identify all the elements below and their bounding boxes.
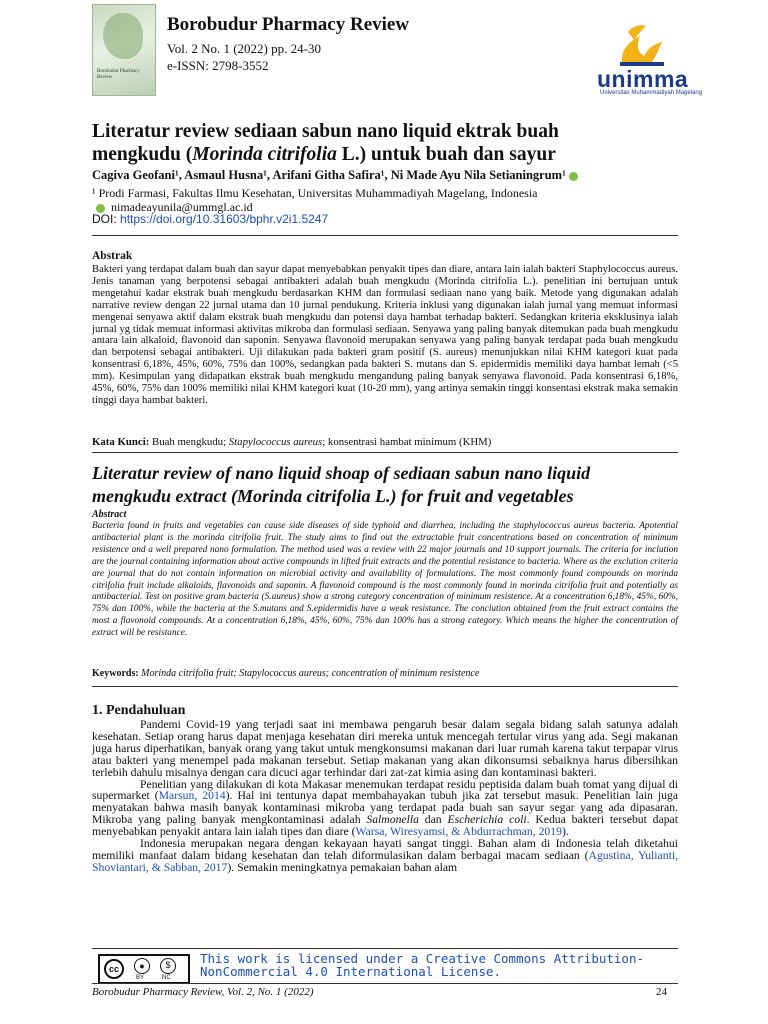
english-title-line1: Literatur review of nano liquid shoap of sediaan sabun nano liquid: [92, 463, 591, 483]
cover-leaf-graphic: [103, 13, 143, 59]
nc-icon: $: [160, 958, 176, 974]
citation-link[interactable]: Agustina, Yulianti, Shoviantari, & Sabban, 2017: [92, 848, 678, 874]
abstract-heading: Abstrak: [92, 250, 133, 262]
journal-issn: e-ISSN: 2798-3552: [167, 58, 269, 73]
keywords-en: [92, 668, 479, 679]
divider: [92, 452, 678, 453]
text-run: ). Hal ini tentunya dapat membahayakan tubuh jika zat tersebut masuk. Penelitian lain juga menyatakan bahwa masih banyak kontaminasi mikroba yang terdapat pada buah san sayur segar yang ada dipasaran. Mikroba yang paling banyak mengkontaminasi adalah: [92, 789, 679, 827]
divider: [92, 948, 678, 949]
title-part: mengkudu (: [92, 144, 193, 165]
keywords-label: Kata Kunci:: [92, 436, 150, 448]
keywords-label: Keywords:: [92, 668, 139, 679]
by-icon: ●: [134, 958, 150, 974]
paragraph: [92, 838, 678, 874]
text-run: ). Semakin meningkatnya pemakaian bahan alam: [227, 860, 458, 874]
university-name: Universitas Muhammadiyah Magelang: [600, 90, 703, 96]
article-title-line2: [92, 143, 692, 166]
english-title-line2: mengkudu extract (Morinda citrifolia L.) for fruit and vegetables: [92, 486, 574, 506]
orcid-icon[interactable]: [569, 172, 578, 181]
author-email[interactable]: nimadeayunila@ummgl.ac.id: [111, 200, 253, 214]
page-number: 24: [656, 986, 667, 998]
journal-title: Borobudur Pharmacy Review: [167, 14, 410, 35]
section-heading: 1. Pendahuluan: [92, 703, 186, 718]
english-abstract-text: Bacteria found in fruits and vegetables can cause side diseases of side typhoid and diarrhea, including the staphylococcus aureus bacteria. Apotential antibacterial plant is the morinda citrifolia fruit. The study aims to find out the extractable fruit concentrations based on concentration of minimum resistence and a well prepared nano formulation. The method used was a review with 22 major journals and 10 support journals. The criteria for inclution are the journal containing information about active compounds in lifted fruit extracts and the potential resistance to bacteria. Where as the exclution criteria are journal that do not contain information on microbial activity and availability of formulations. The most commonly found compounds on morinda citrifolia fruit include alkaloids, flavonoids and saponin. A flavonoid compound is the most commonly found in morinda citrifolia fruit and potentially as antibacterial. Test on positive gram bacteria (S.aureus) show a strong category concentration of minimum resistence. At a concentration 6,18%, 45%, 60%, 75% dan 100%, while the bacteria at the S.mutans and S.epidermidis have a weak resistance. The conclution obtained from the fruit extract contains the most a flavonoid compounds. At a concentration 6,18%, 45%, 60%, 75% dan 100% has a strong category. Which means the higher the concentration of extract will be resistance.: [92, 521, 678, 639]
english-abstract-heading: Abstract: [92, 509, 127, 520]
journal-reference: Borobudur Pharmacy Review, Vol. 2, No. 1 (2022): [92, 986, 314, 998]
cover-title: Borobudur Pharmacy Review: [97, 69, 140, 80]
keywords-id: [92, 436, 491, 448]
divider: [92, 983, 678, 984]
cc-icon: cc: [104, 959, 124, 979]
title-part: L.) untuk buah dan sayur: [336, 144, 556, 165]
doi-link[interactable]: https://doi.org/10.31603/bphr.v2i1.5247: [120, 212, 329, 226]
keywords-part: ; konsentrasi hambat minimum (KHM): [322, 436, 492, 448]
cc-license-badge[interactable]: [98, 954, 190, 984]
journal-cover-thumbnail: [92, 4, 156, 96]
citation-link[interactable]: Marsun, 2014: [158, 789, 226, 803]
university-logo-text: unimma: [597, 66, 689, 92]
keywords-part: Stapylococcus aureus: [228, 436, 323, 448]
doi-line: [92, 212, 328, 226]
article-title-line1: Literatur review sediaan sabun nano liquid ektrak buah: [92, 121, 559, 142]
article-title: [92, 120, 692, 166]
abstract-text: Bakteri yang terdapat dalam buah dan sayur dapat menyebabkan penyakit tipes dan diare, antara lain ialah bakteri Staphylococcus aureus. Jenis tanaman yang berpotensi sebagai antibakteri adalah buah mengkudu (Morinda citrifolia L.). penelitian ini bertujuan untuk mengetahui kadar ekstrak buah mengkudu berdasarkan KHM dan formulasi sediaan nano yang baik. Metode yang digunakan adalah narrative review dengan 22 jurnal utama dan 10 jurnal pendukung. Kriteria inklusi yang digunakan ialah jurnal yang memuat informasi mengenai senyawa aktif dalam ekstrak buah mengkudu dan potensi daya hambat terhadap bakteri. Sedangkan kriteria eksklusinya ialah jurnal yg tidak memuat informasi aktivitas mikroba dan formulasi sediaan. Senyawa yang paling banyak ditemukan pada buah mengkudu antara lain alkaloid, flavonoid dan saponin. Senyawa flavonoid merupakan senyawa yang paling banyak terdapat pada buah mengkudu dan berpotensi sebagai antibakteri. Uji dilakukan pada bakteri gram positif (S. aureus) menunjukkan nilai KHM kategori kuat pada konsentrasi 6,18%, 45%, 60%, 75% dan 100%, sedangkan pada bakteri S. mutans dan S. epidermidis memiliki daya hambat lemah (<5 mm). Kesimpulan yang didapatkan ekstrak buah mengkudu mengandung paling banyak senyawa flavonoid. Pada konsentrasi 6,18%, 45%, 60%, 75% dan 100% memiliki nilai KHM kategori kuat (10-20 mm), yang artinya semakin tinggi konsentasi ekstrak maka semakin tinggi daya hambat bakteri.: [92, 264, 678, 406]
by-label: BY: [136, 975, 145, 981]
species-name: Salmonella: [366, 813, 419, 827]
text-run: Indonesia merupakan negara dengan kekayaan hayati sangat tinggi. Bahan alam di Indonesia telah diketahui memiliki manfaat dalam bidang kesehatan dan telah diformulasikan dalam berbagai macam sediaan (: [92, 837, 678, 862]
paragraph: [92, 779, 678, 839]
keywords-part: Buah mengkudu;: [149, 436, 229, 448]
journal-volume: Vol. 2 No. 1 (2022) pp. 24-30: [167, 41, 321, 56]
text-run: dan: [418, 813, 448, 827]
english-title: [92, 462, 692, 508]
text-run: . Kedua bakteri tersebut dapat menyebabkan penyakit antara lain ialah tipes dan diare (: [92, 813, 678, 839]
paragraph: Pandemi Covid-19 yang terjadi saat ini membawa pengaruh besar dalam segala bidang salah satunya adalah kesehatan. Setiap orang harus dapat menjaga kesehatan diri mereka untuk mencegah tertular virus yang ada. Segi makanan juga harus diperhatikan, banyak orang yang takut untuk mengkonsumsi makanan dari luar rumah karena takut terpapar virus atau bakteri yang menempel pada makanan tersebut. Setiap makanan yang akan dikonsumsi sebaiknya harus dibersihkan terlebih dahulu misalnya dengan cara dicuci agar terhindar dari zat-zat kimia asing dan kontaminasi bakteri.: [92, 718, 678, 779]
citation-link[interactable]: Warsa, Wiresyamsi, & Abdurrachman, 2019: [355, 825, 562, 839]
divider: [92, 686, 678, 687]
keywords-text: Morinda citrifolia fruit; Stapylococcus aureus; concentration of minimum resistence: [138, 668, 480, 679]
affiliation: ¹ Prodi Farmasi, Fakultas Ilmu Kesehatan, Universitas Muhammadiyah Magelang, Indonesia: [92, 186, 538, 200]
author-list: [92, 168, 578, 183]
divider: [92, 235, 678, 236]
license-link[interactable]: This work is licensed under a Creative Commons Attribution-NonCommercial 4.0 International License.: [200, 951, 645, 979]
text-run: ).: [561, 825, 569, 839]
doi-label: DOI:: [92, 212, 121, 226]
authors-text: Cagiva Geofani¹, Asmaul Husna¹, Arifani Githa Safira¹, Ni Made Ayu Nila Setianingrum¹: [92, 168, 566, 182]
species-name: Escherichia coli: [447, 813, 527, 827]
nc-label: NC: [162, 975, 171, 981]
title-species: Morinda citrifolia: [192, 144, 337, 165]
text-run: Penelitian yang dilakukan di kota Makasar menemukan terdapat residu peptisida dalam buah tomat yang dijual di supermarket (: [92, 777, 678, 803]
body-text: [92, 719, 678, 874]
